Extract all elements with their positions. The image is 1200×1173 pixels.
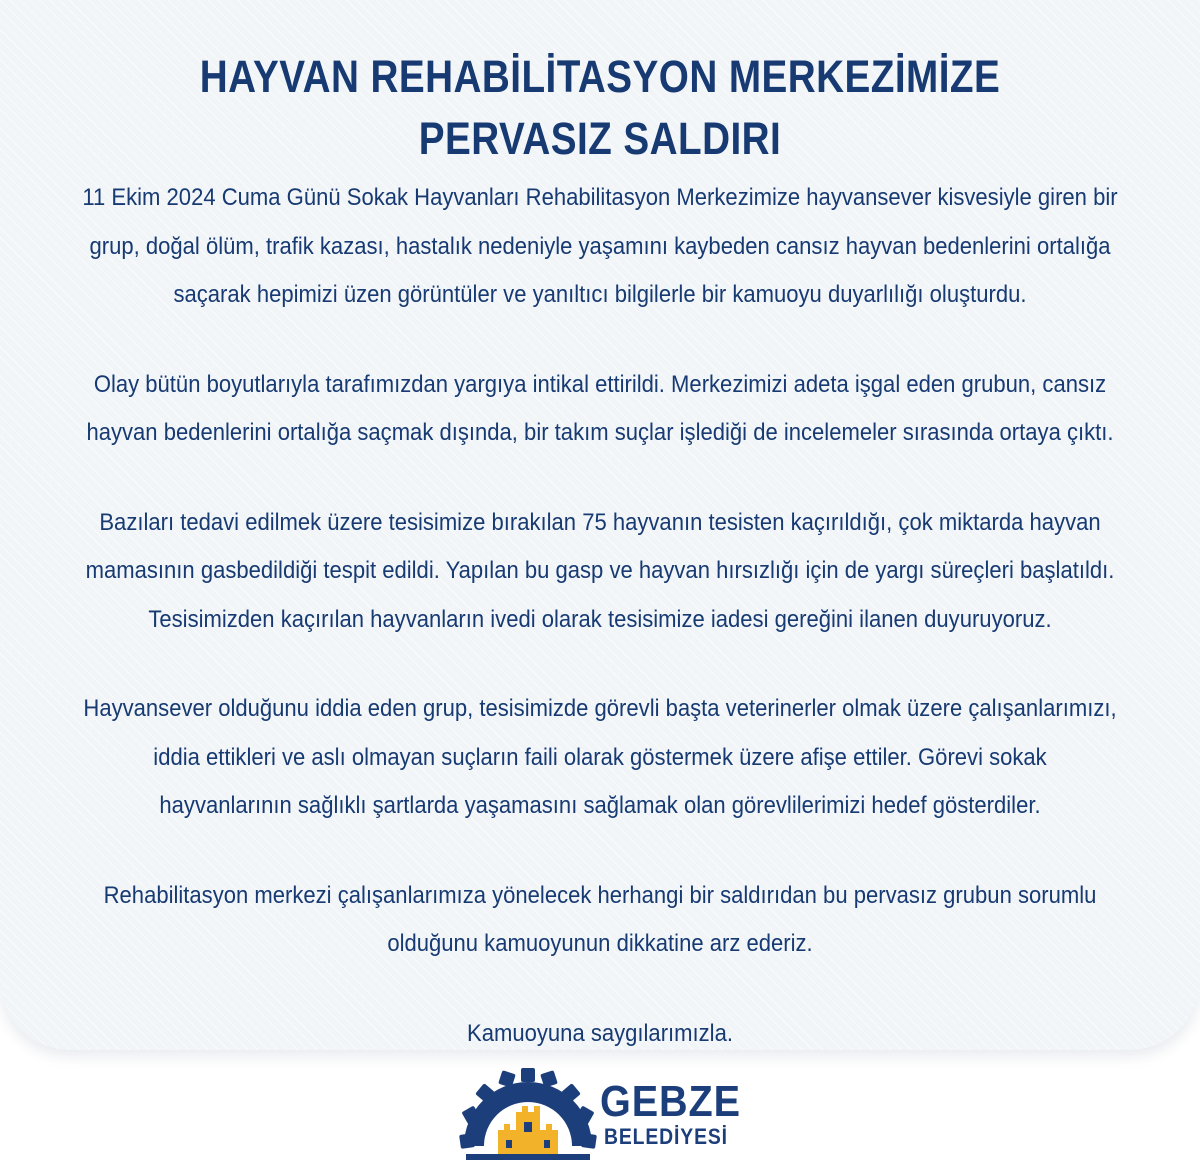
paragraph-line: iddia ettikleri ve aslı olmayan suçların faili olarak göstermek üzere afişe ettiler. Görevi sokak [153,743,1047,771]
gear-castle-icon [458,1068,598,1168]
castle-shape [498,1106,558,1160]
paragraph-incident [20,174,1180,320]
paragraph-line: grup, doğal ölüm, trafik kazası, hastalık nedeniyle yaşamını kaybeden cansız hayvan bedenlerini ortalığa [89,232,1111,260]
paragraph-line: hayvan bedenlerini ortalığa saçmak dışında, bir takım suçlar işlediği de incelemeler sırasında ortaya çıktı. [86,419,1114,446]
paragraph-line: 11 Ekim 2024 Cuma Günü Sokak Hayvanları Rehabilitasyon Merkezimize hayvansever kisvesiyle giren bir [82,184,1118,211]
paragraph-responsibility [20,872,1180,969]
paragraph-line: Rehabilitasyon merkezi çalışanlarımıza yönelecek herhangi bir saldırıdan bu pervasız grubun sorumlu [103,881,1097,909]
announcement-body [20,174,1180,1099]
gebze-belediyesi-logo [458,1068,758,1168]
announcement-title-line-2: PERVASIZ SALDIRI [418,113,782,164]
paragraph-line: hayvanlarının sağlıklı şartlarda yaşamasını sağlamak olan görevlilerimizi hedef gösterdiler. [159,792,1041,819]
paragraph-line: Bazıları tedavi edilmek üzere tesisimize bırakılan 75 hayvanın tesisten kaçırıldığı, çok miktarda hayvan [99,508,1101,536]
paragraph-line: olduğunu kamuoyunun dikkatine arz ederiz. [387,930,813,957]
paragraph-legal-action [20,361,1180,458]
paragraph-line: mamasının gasbedildiği tespit edildi. Yapılan bu gasp ve hayvan hırsızlığı için de yargı süreçleri başlatıldı. [85,557,1115,584]
paragraph-line: Tesisimizden kaçırılan hayvanların ivedi olarak tesisimize iadesi gereğini ilanen duyuruyoruz. [148,605,1052,633]
paragraph-staff-targeted [20,685,1180,831]
announcement-title-line-1: HAYVAN REHABİLİTASYON MERKEZİMİZE [199,51,1001,102]
paragraph-stolen-animals [20,499,1180,645]
logo-base-bar [466,1154,590,1160]
paragraph-line: saçarak hepimizi üzen görüntüler ve yanıltıcı bilgilerle bir kamuoyu duyarlılığı oluşturdu. [173,281,1027,308]
paragraph-line: Olay bütün boyutlarıyla tarafımızdan yargıya intikal ettirildi. Merkezimizi adeta işgal eden grubun, cansız [93,370,1107,398]
paragraph-closing [20,1010,1180,1059]
logo-subtitle: BELEDİYESİ [604,1124,728,1149]
paragraph-line: Kamuoyuna saygılarımızla. [467,1019,733,1047]
logo-name: GEBZE [600,1077,741,1126]
paragraph-line: Hayvansever olduğunu iddia eden grup, tesisimizde görevli başta veterinerler olmak üzere çalışanlarımızı, [83,695,1117,722]
